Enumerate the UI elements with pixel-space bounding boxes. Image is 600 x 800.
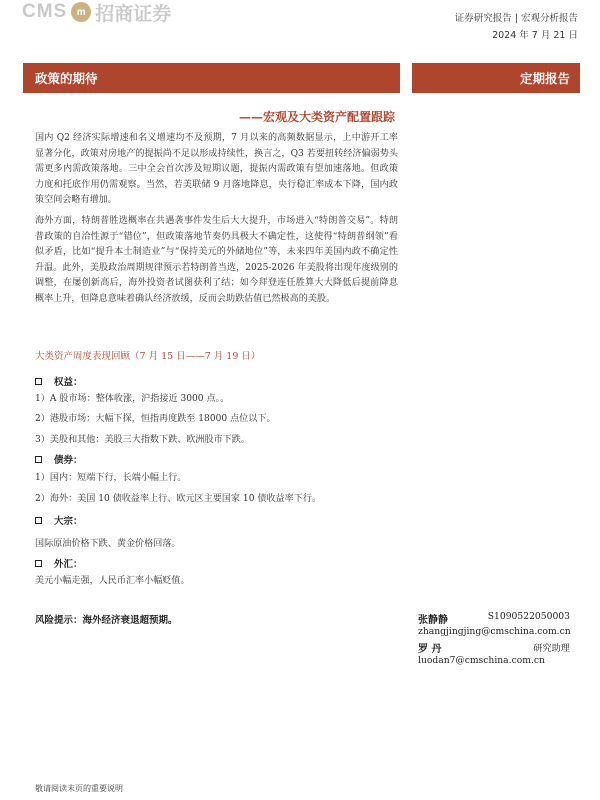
recap-title: 大类资产周度表现回顾（7 月 15 日——7 月 19 日）: [35, 351, 261, 362]
section-fx-header: [35, 556, 83, 570]
author-email[interactable]: luodan7@cmschina.com.cn: [418, 655, 545, 666]
author-license-id: S1090522050003: [487, 611, 570, 622]
list-item: 2）港股市场：大幅下探，恒指再度跌至 18000 点位以下。: [35, 414, 276, 424]
list-item: 2）海外：美国 10 债收益率上行、欧元区主要国家 10 债收益率下行。: [35, 494, 322, 504]
section-title: 权益：: [54, 377, 83, 388]
logo-emblem-icon: m: [71, 2, 91, 22]
paragraph-overseas: 海外方面，特朗普胜选概率在共遇袭事件发生后大大提升，市场进入“特朗普交易”。特朗普政策的自洽性源于“错位”，但政策落地节奏仍具极大不确定性，这使得“特朗普纲领”看似矛盾，比如“提升本土制造业”与“保持美元的外储地位”等，未来四年美国内政不确定性升温。此外，美股政治周期规律预示若特朗普当选，2025-2026 年美股将出现年度级别的调整，在屡创新高后，海外投资者试图获利了结；如今拜登连任胜算大大降低后提前降息概率上升，但降息意味着确认经济放缓，反而会助跌估值已然极高的美股。: [35, 216, 398, 304]
author-role: 研究助理: [533, 643, 570, 654]
footer-disclaimer: 敬请阅读末页的重要说明: [35, 784, 123, 793]
section-bond-header: [35, 452, 83, 466]
report-type: 证券研究报告 | 宏观分析报告: [454, 13, 578, 24]
section-title: 外汇：: [54, 559, 83, 570]
risk-warning: 风险提示：海外经济衰退超预期。: [35, 615, 178, 626]
report-category-banner: [412, 63, 580, 93]
list-item: 1）国内：短端下行，长端小幅上行。: [35, 473, 187, 483]
author-name: 张静静: [418, 615, 448, 626]
logo-latin: CMS: [22, 1, 68, 22]
author-email[interactable]: zhangjingjing@cmschina.com.cn: [418, 626, 571, 637]
square-bullet-icon: [35, 560, 42, 567]
square-bullet-icon: [35, 456, 42, 463]
list-item: 美元小幅走强，人民币汇率小幅贬值。: [35, 576, 190, 586]
paragraph-domestic: 国内 Q2 经济实际增速和名义增速均不及预期，7 月以来的高频数据显示，上中游开工率显著分化，政策对房地产的提振尚不足以形成持续性，换言之，Q3 若要扭转经济偏弱势头需更多内需政策落地。三中全会首次涉及短期议题，提振内需政策有望加速落地。但政策力度和托底作用仍需观察。当然，若美联储 9 月落地降息，央行稳汇率成本下降，国内政策空间会略有增加。: [35, 133, 398, 205]
section-title: 债券：: [54, 455, 83, 466]
report-date: 2024 年 7 月 21 日: [492, 30, 578, 41]
logo-chinese: 招商证券: [95, 2, 172, 25]
section-title: 大宗：: [54, 516, 83, 527]
list-item: 3）美股和其他：美股三大指数下跌、欧洲股市下跌。: [35, 435, 250, 445]
report-title-banner: [23, 63, 400, 93]
list-item: 国际原油价格下跌、黄金价格回落。: [35, 539, 181, 549]
brand-logo: [22, 0, 171, 24]
list-item: 1）A 股市场：整体收涨，沪指接近 3000 点。。: [35, 394, 230, 404]
report-title: 政策的期待: [35, 71, 98, 86]
square-bullet-icon: [35, 378, 42, 385]
report-category: 定期报告: [519, 71, 570, 86]
report-subtitle: ——宏观及大类资产配置跟踪: [238, 110, 395, 124]
section-commodity-header: [35, 513, 83, 527]
section-equity-header: [35, 374, 83, 388]
square-bullet-icon: [35, 517, 42, 524]
author-name: 罗 丹: [418, 644, 442, 655]
